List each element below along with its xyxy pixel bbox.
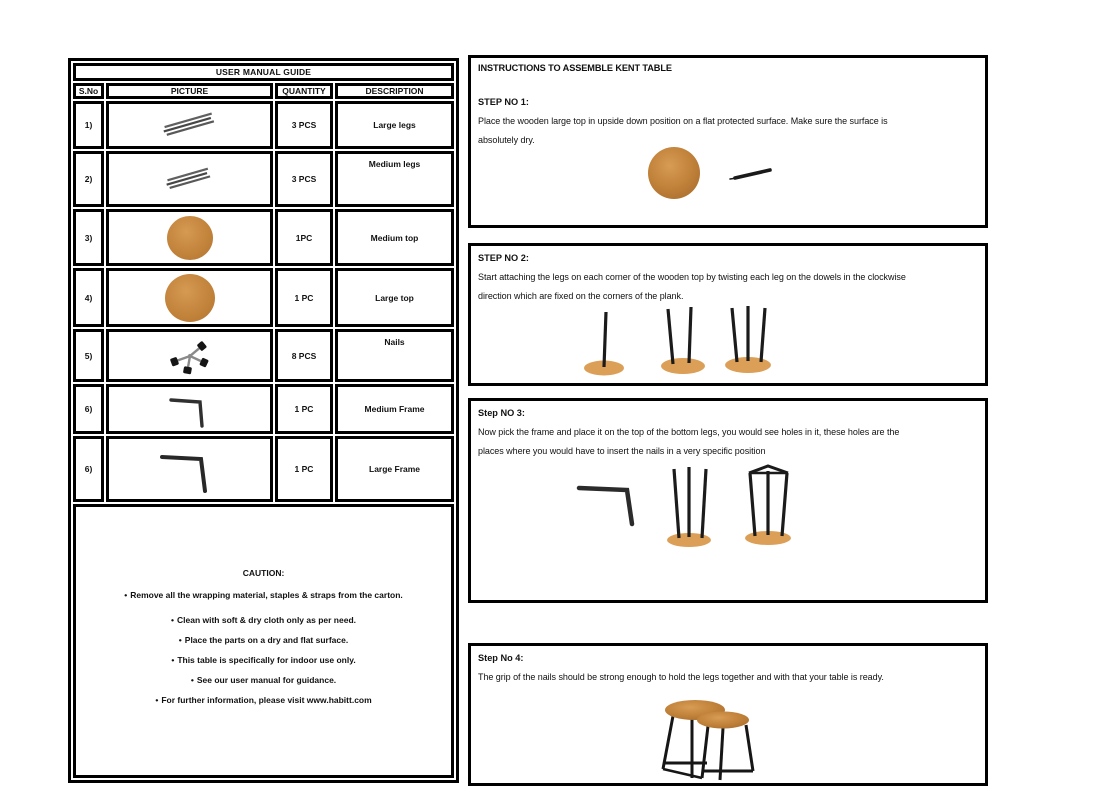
table-row <box>73 436 454 502</box>
bullet-icon: • <box>155 694 159 705</box>
part-description: Medium legs <box>335 151 454 207</box>
step-box-2 <box>468 243 988 386</box>
wooden-top-and-leg-image <box>647 144 782 204</box>
step-box-1 <box>468 55 988 228</box>
header-sno: S.No <box>73 83 104 99</box>
large-top-image <box>165 274 215 322</box>
caution-item <box>76 675 451 686</box>
header-picture: PICTURE <box>106 83 273 99</box>
parts-table-title: USER MANUAL GUIDE <box>73 63 454 81</box>
caution-item <box>76 615 451 626</box>
part-quantity: 8 PCS <box>275 329 333 382</box>
part-picture <box>106 101 273 149</box>
caution-item <box>76 655 451 666</box>
instructions-title: INSTRUCTIONS TO ASSEMBLE KENT TABLE <box>478 63 672 73</box>
part-picture <box>106 329 273 382</box>
header-description: DESCRIPTION <box>335 83 454 99</box>
caution-item-text: For further information, please visit www.habitt.com <box>161 694 372 705</box>
part-picture <box>106 384 273 434</box>
step3-heading: Step NO 3: <box>478 408 525 418</box>
part-picture <box>106 436 273 502</box>
part-picture <box>106 268 273 327</box>
parts-table-header-row <box>73 83 454 99</box>
part-sno: 1) <box>73 101 104 149</box>
nails-image <box>158 333 222 379</box>
part-quantity: 1 PC <box>275 436 333 502</box>
legs-attached-progression-image <box>583 304 788 380</box>
step1-line2: absolutely dry. <box>478 135 535 145</box>
part-description: Large Frame <box>335 436 454 502</box>
caution-item-text: Clean with soft & dry cloth only as per need. <box>177 614 357 625</box>
bullet-icon: • <box>171 654 175 665</box>
part-quantity: 1 PC <box>275 384 333 434</box>
medium-frame-image <box>155 387 225 431</box>
part-quantity: 1PC <box>275 209 333 266</box>
table-row <box>73 384 454 434</box>
caution-item <box>76 695 451 706</box>
step2-heading: STEP NO 2: <box>478 253 529 263</box>
table-row <box>73 101 454 149</box>
header-quantity: QUANTITY <box>275 83 333 99</box>
frame-placement-image <box>571 457 811 553</box>
step4-heading: Step No 4: <box>478 653 524 663</box>
caution-section <box>73 504 454 778</box>
part-quantity: 3 PCS <box>275 101 333 149</box>
part-picture <box>106 151 273 207</box>
step1-line1: Place the wooden large top in upside down position on a flat protected surface. Make sure the surface is <box>478 116 888 126</box>
table-row <box>73 268 454 327</box>
part-sno: 6) <box>73 436 104 502</box>
part-quantity: 1 PC <box>275 268 333 327</box>
part-sno: 3) <box>73 209 104 266</box>
caution-row <box>73 504 454 778</box>
bullet-icon: • <box>124 589 128 600</box>
table-row <box>73 151 454 207</box>
step-box-4 <box>468 643 988 786</box>
step3-line2: places where you would have to insert the nails in a very specific position <box>478 446 766 456</box>
part-sno: 6) <box>73 384 104 434</box>
caution-item-text: See our user manual for guidance. <box>196 674 337 685</box>
part-description: Large legs <box>335 101 454 149</box>
part-sno: 5) <box>73 329 104 382</box>
medium-top-image <box>167 216 213 260</box>
step1-heading: STEP NO 1: <box>478 97 529 107</box>
step2-line1: Start attaching the legs on each corner of the wooden top by twisting each leg on the dowels in the clockwise <box>478 272 906 282</box>
bullet-icon: • <box>178 634 182 645</box>
finished-nested-tables-image <box>657 694 775 784</box>
bullet-icon: • <box>171 614 174 625</box>
caution-title: CAUTION: <box>242 567 285 578</box>
part-quantity: 3 PCS <box>275 151 333 207</box>
part-description: Medium Frame <box>335 384 454 434</box>
step-box-3 <box>468 398 988 603</box>
step2-line2: direction which are fixed on the corners of the plank. <box>478 291 684 301</box>
caution-item-text: Place the parts on a dry and flat surface. <box>184 634 349 645</box>
parts-table <box>68 58 459 783</box>
part-description: Large top <box>335 268 454 327</box>
caution-item-text: This table is specifically for indoor use only. <box>177 654 356 665</box>
large-frame-image <box>148 440 232 498</box>
part-picture <box>106 209 273 266</box>
step3-line1: Now pick the frame and place it on the top of the bottom legs, you would see holes in it, these holes are the <box>478 427 900 437</box>
large-legs-image <box>150 105 230 145</box>
part-description: Nails <box>335 329 454 382</box>
bullet-icon: • <box>190 674 194 685</box>
table-row <box>73 329 454 382</box>
step4-line1: The grip of the nails should be strong enough to hold the legs together and with that your table is ready. <box>478 672 884 682</box>
caution-item-text: Remove all the wrapping material, staples & straps from the carton. <box>130 589 403 600</box>
part-description: Medium top <box>335 209 454 266</box>
part-sno: 4) <box>73 268 104 327</box>
medium-legs-image <box>152 160 228 198</box>
caution-item <box>76 635 451 646</box>
part-sno: 2) <box>73 151 104 207</box>
table-row <box>73 209 454 266</box>
caution-item <box>76 590 451 601</box>
